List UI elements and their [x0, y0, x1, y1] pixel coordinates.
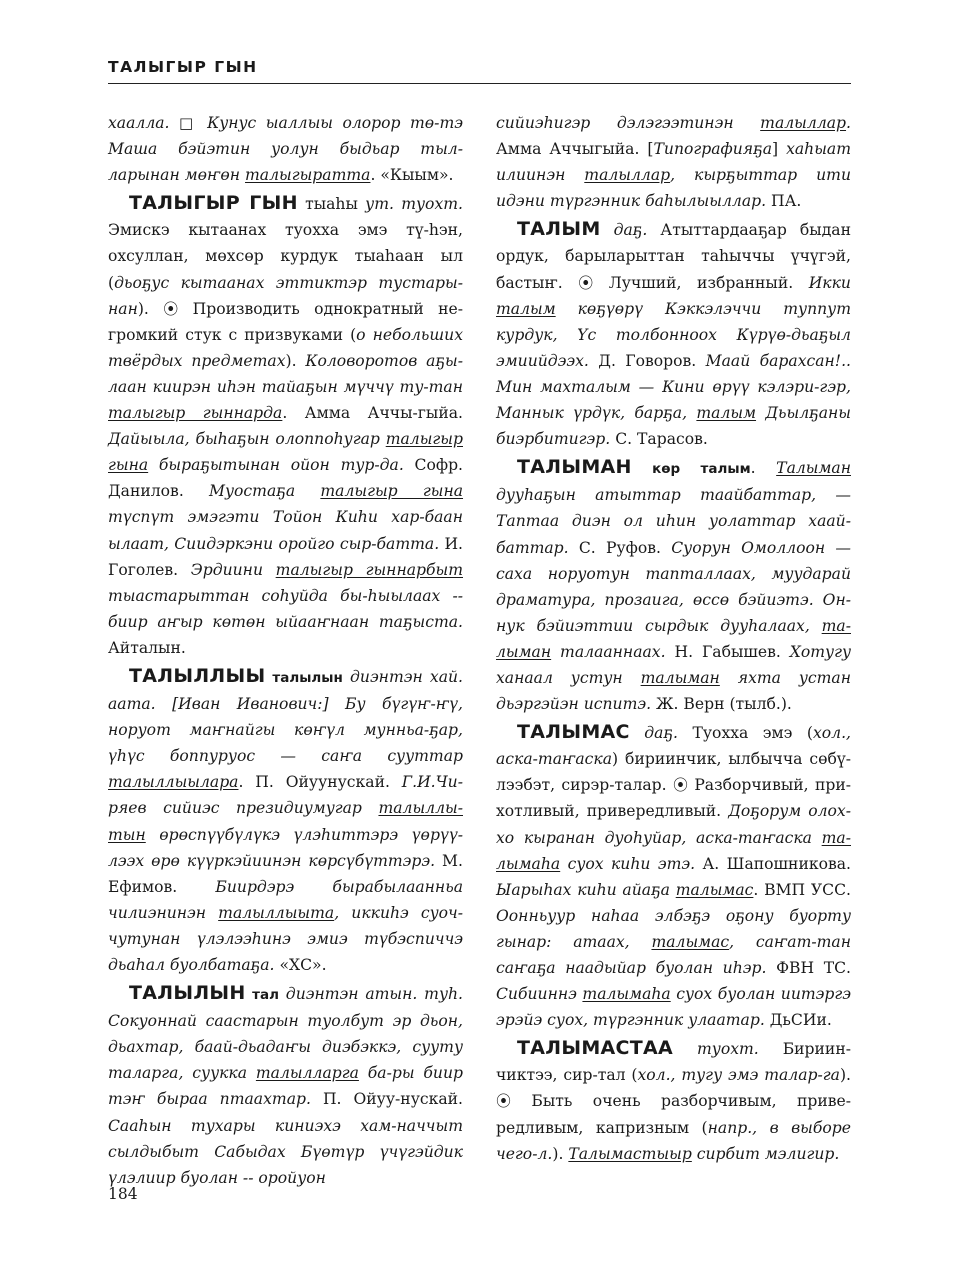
example-text: Суорун Омоллоон — саха норуотун тапталлаах, муударай драматура, прозаига, өссө бэйиэтэ. Он-нук бэйиэттии сырдык дууһалаах, — [496, 538, 851, 635]
example-text: яхта устан дьэргэйэн испитэ. — [496, 668, 851, 714]
reference-word: талылын — [265, 669, 343, 686]
example-text: Сааһын тухары киниэхэ хам-наччыт сылдыбыт Сабыдах Бүөтүр үчүгэйдик үлэлиир буолан -- оройуон — [108, 1116, 463, 1187]
source: ФВН ТС. — [766, 959, 851, 977]
note: хол., аска-таҥаска — [496, 724, 852, 769]
grammar-note: ут. туохт. — [365, 195, 463, 214]
source: «ХС». — [274, 956, 327, 974]
headword: ТАЛЫМАСТАА — [517, 1037, 674, 1060]
source: . ВМП УСС. — [753, 880, 851, 899]
headword-usage: та-лымаһа — [496, 828, 851, 873]
text: хаалла. — [108, 114, 179, 132]
text: . — [750, 459, 777, 478]
running-title: ТАЛЫГЫР ГЫН — [108, 58, 258, 76]
example-text: Сибииннэ — [496, 985, 583, 1004]
example-text: , саҥат-тан саҥаҕа наадыйар буолан иһэр. — [496, 932, 851, 977]
source: Софр. Данилов. — [108, 456, 464, 501]
running-header — [108, 55, 851, 84]
note: о небольших твёрдых предметах — [108, 325, 464, 370]
translation: Быть очень разборчивым, приве-редливым, капризным ( — [496, 1092, 851, 1137]
grammar-note: туохт. — [673, 1040, 759, 1059]
headword-usage: Талымастыыр — [568, 1144, 692, 1163]
example-text: Оонньуур наһаа элбэҕэ оҕону буорту гынар: атаах, — [496, 906, 851, 951]
source: . П. Ойуунускай. — [238, 773, 402, 792]
headword: ТАЛЫЛЫН — [129, 982, 246, 1005]
example-text: сирбит мэлигир. — [691, 1144, 840, 1163]
source: . «Кыым». — [370, 166, 454, 185]
entry-talygyr-gyn — [108, 190, 463, 661]
translation-marker-icon: ⦿ — [496, 1092, 512, 1111]
headword-usage: талыллы-тын — [108, 799, 463, 844]
source: Амма Аччыгыйа. [ — [496, 140, 654, 159]
grammar-note: даҕ. — [629, 724, 678, 743]
example-text: талааннаах. — [551, 642, 666, 661]
definition: Эмискэ кытаанах туохха эмэ тү-һэн, охсуллан, мөхсөр курдук тыаһаан ыл ( — [108, 221, 463, 292]
source: И. Гоголев. — [108, 534, 464, 579]
headword-usage: талым — [496, 299, 556, 318]
grammar-note: диэнтэн хай. аата. — [108, 667, 463, 714]
text: ] — [772, 140, 787, 159]
headword-usage: талыгыратта — [245, 166, 371, 185]
example-text: Маай барахсан!.. Мин махталым — Кини өрүү кэлэри-гэр, Маннык үрдүк, барҕа, — [496, 351, 851, 423]
grammar-note: даҕ. — [600, 221, 648, 240]
translation-marker-icon: ⦿ — [163, 299, 179, 318]
headword-usage: талымас — [651, 932, 730, 951]
page-number: 184 — [108, 1185, 138, 1203]
definition: ) бириинчик, ылбычча сөбү-лээбэт, сирэр-талар. — [496, 750, 851, 795]
example-text: Эрдиини — [190, 560, 276, 579]
example-text: Биирдэрэ бырабылаанньа чилиэнинэн — [108, 877, 463, 922]
left-column — [108, 110, 463, 1191]
example-text: Дайыыла, быһаҕын олоппоһугар — [108, 430, 386, 449]
example-text: түспүт эмэгэти Тойон Киһи хар-баан ылаат, Сиидэркэни оройго сыр-батта. — [108, 508, 463, 553]
source: Н. Габышев. — [665, 642, 790, 661]
continuation-paragraph — [496, 110, 851, 214]
text: ). — [839, 1066, 851, 1085]
note: хол., тугу эмэ талар-га — [637, 1066, 840, 1085]
source: С. Тарасов. — [610, 430, 708, 449]
square-symbol-icon: □ — [178, 114, 198, 132]
headword-usage: талыгыр гына — [108, 430, 463, 475]
source: ДьСИи. — [764, 1011, 832, 1030]
example-text: Дьылҕаны биэрбитигэр. — [496, 404, 851, 449]
example-text: Г.И.Чи-ряев сийиэс президиумугар — [108, 773, 463, 818]
headword: ТАЛЫГЫР ГЫН — [129, 192, 298, 215]
entry-talyllyy — [108, 663, 463, 978]
note: [Иван Иванович:] — [172, 695, 329, 714]
source: С. Руфов. — [568, 538, 672, 557]
example-text: , кырҕыттар ити идэни түргэнник баһылыыллар. — [496, 166, 851, 211]
headword-usage: та-лыман — [496, 616, 851, 661]
entry-talylyn — [108, 980, 463, 1191]
definition: Атыттардааҕар быдан ордук, барыларыттан таһыччы үчүгэй, бастыҥ. — [496, 221, 851, 292]
entry-talym — [496, 216, 851, 452]
headword-usage: талымаһа — [582, 985, 671, 1004]
example-text: Сокуоннай саастарын туолбут эр дьон, дьахтар, баай-дьадаҥы диэбэккэ, сууту таларга, суукка — [108, 1012, 463, 1083]
translation: Лучший, избранный. — [593, 273, 809, 292]
source: А. Шапошникова. — [695, 854, 852, 873]
definition: Бириин-чиктээ, сир-тал ( — [496, 1040, 851, 1085]
example-text: , иккиһэ суоч-чутунан үлэлээһинэ эмиэ түбэспиччэ дьаһал буолбатаҕа. — [108, 903, 464, 974]
definition: Туохха эмэ ( — [678, 724, 813, 743]
translation-marker-icon: ⦿ — [578, 273, 594, 292]
example-text: көҕүөрү Кэккэлэччи туппут курдук, Үс толбонноох Күрүө-дьаҕыл эмиийдээх. — [496, 299, 851, 370]
translation: Производить однократный не-громкий стук с призвуками ( — [108, 299, 464, 344]
source: М. Ефимов. — [108, 851, 463, 896]
note: напр., в выборе чего-л. — [496, 1118, 851, 1163]
headword: ТАЛЫМ — [517, 218, 601, 241]
example-text: Доҕорум олох-хо кыранан дуоһуйар, аска-таҥаска — [496, 802, 851, 847]
headword: ТАЛЫЛЛЫЫ — [129, 664, 266, 687]
reference-word: талым — [680, 461, 751, 478]
headword-usage: талыгыр гыннарда — [108, 404, 283, 423]
entry-talyman — [496, 454, 851, 717]
continuation-paragraph — [108, 110, 463, 188]
grammar-note: диэнтэн атын. туһ. — [279, 985, 464, 1004]
text: ). — [285, 351, 306, 370]
reference-word: тал — [245, 987, 279, 1004]
headword-usage: талылларга — [255, 1064, 359, 1083]
note: дьоҕус кытаанах эттиктэр тустары-нан — [108, 273, 463, 318]
text: . — [846, 114, 851, 132]
headword-usage: талыгыр гына — [320, 482, 464, 501]
headword-usage: талыллар — [584, 166, 671, 185]
example-text: суох киһи этэ. — [560, 854, 696, 873]
example-text: Кунус ыаллыы олорор тө-тэ Маша бэйэтин уолун быдьар тыл-ларынан мөҥөн — [108, 114, 463, 185]
source: Айталын. — [108, 638, 186, 657]
example-text: дууһаҕын атыттар таайбаттар, — Таптаа диэн ол иһин уолаттар хаай-баттар. — [496, 486, 851, 557]
example-text: хаһыат илиинэн — [496, 140, 851, 185]
headword-usage: талыман — [640, 668, 720, 687]
source: Д. Говоров. — [588, 351, 706, 370]
headword: ТАЛЫМАС — [517, 721, 630, 744]
headword-usage: талымас — [675, 880, 754, 899]
example-text: ба-ры биир тэҥ быраа птаахтар. — [108, 1064, 463, 1109]
example-text: Коловоротов аҕы-лаан киирэн иһэн тайаҕын мүччү ту-тан — [108, 351, 463, 396]
example-text: Ыарыһах киһи айаҕа — [496, 880, 676, 899]
right-column — [496, 110, 851, 1167]
source: Ж. Верн (тылб.). — [651, 695, 792, 714]
headword-usage: талыллыылара — [108, 773, 239, 792]
headword-usage: талыллыыта — [218, 903, 335, 922]
translation-marker-icon: ⦿ — [672, 776, 688, 795]
headword-usage: талыгыр гыннарбыт — [275, 560, 463, 579]
example-text: сийиэһигэр дэлэгээтинэн — [496, 114, 761, 132]
headword: ТАЛЫМАН — [517, 456, 632, 479]
text: ). — [552, 1144, 569, 1163]
example-text: өрөспүүбүлүкэ үлэһиттэрэ үөрүү-лээх өрө күүркэйиинэн көрсүбүттэрэ. — [108, 825, 463, 870]
reference-note: көр — [631, 461, 681, 478]
text: тыаһы — [297, 195, 366, 214]
note: Типографияҕа — [653, 140, 772, 159]
source: . Амма Аччы-гыйа. — [282, 404, 463, 423]
example-text: Икки — [808, 273, 851, 292]
example-text: Муостаҕа — [209, 482, 321, 501]
example-text: Бу бүгүҥ-ҥү, норуот маҥнайгы көҥүл мунньа-ҕар, үһүс боппуруос — саҥа сууттар — [108, 695, 464, 766]
text: ). — [137, 299, 164, 318]
source: П. Ойуу-нускай. — [310, 1090, 463, 1109]
entry-talymastaa — [496, 1035, 851, 1166]
entry-talymas — [496, 719, 851, 1033]
example-text: Хотугу ханаал устун — [496, 642, 852, 687]
headword-usage: Талыман — [776, 459, 851, 478]
headword-usage: талым — [696, 404, 757, 423]
example-text: быраҕытынан ойон тур-да. — [148, 456, 404, 475]
headword-usage: талыллар — [760, 114, 847, 132]
example-text: суох буолан иитэргэ эрэйэ суох, түргэнник улаатар. — [496, 985, 852, 1030]
source: ПА. — [766, 192, 802, 211]
example-text: тыастарыттан соһуйда бы-һыылаах -- биир аҥыр көтөн ыйааҥнаан таҕыста. — [108, 586, 463, 631]
translation: Разборчивый, при-хотливый, привередливый. — [496, 776, 852, 821]
